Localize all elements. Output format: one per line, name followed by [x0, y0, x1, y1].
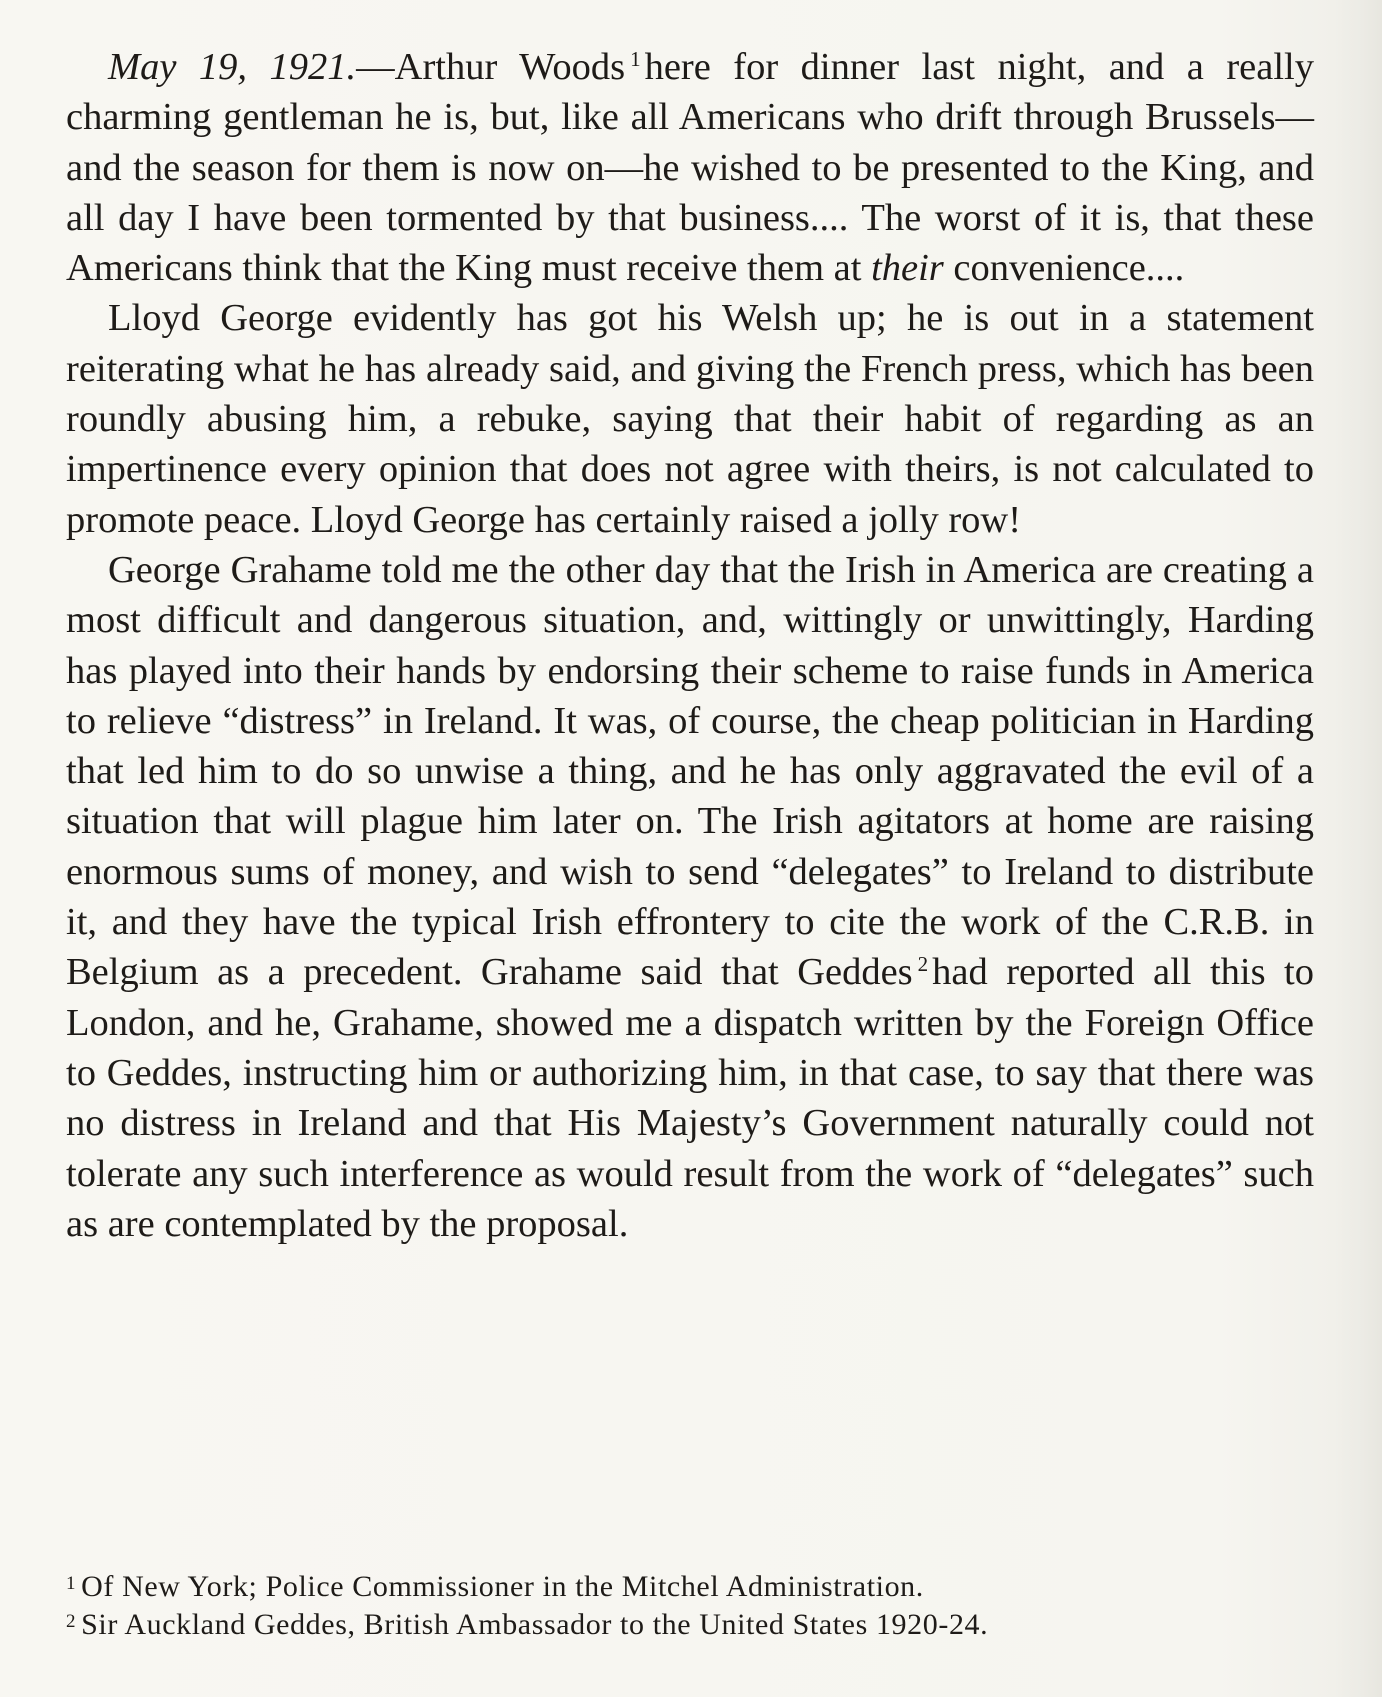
paragraph-text: here for dinner last night, and a really charming gentleman he is, but, like all Americans who drift through Brussels—and the season for them is now on—he wished to be presented to the King, and all day I have been tormented by that business.... The worst of it is, that these Americans think that the King must receive them at — [66, 46, 1314, 290]
footnote-reference-1: 1 — [630, 47, 641, 71]
diary-text — [66, 42, 1314, 1249]
paragraph-george-grahame — [66, 545, 1314, 1249]
emphasis-text: their — [871, 247, 944, 290]
paragraph-may-19 — [66, 42, 1314, 293]
footnotes — [66, 1568, 1314, 1644]
paragraph-lloyd-george: Lloyd George evidently has got his Welsh up; he is out in a statement reiterating what he has already said, and giving the French press, which has been roundly abusing him, a rebuke, saying that their habit of regarding as an impertinence every opinion that does not agree with theirs, is not calculated to promote peace. Lloyd George has certainly raised a jolly row! — [66, 297, 1314, 541]
paragraph-text: convenience.... — [943, 247, 1185, 290]
page-edge-shadow — [1334, 0, 1382, 1697]
paragraph-text: had reported all this to London, and he, Grahame, showed me a dispatch written by the Foreign Office to Geddes, instructing him or authorizing him, in that case, to say that there was no distress in Ireland and that His Majesty’s Government naturally could not tolerate any such interference as would result from the work of “delegates” such as are contemplated by the proposal. — [66, 951, 1314, 1245]
footnote-mark: 2 — [66, 1611, 77, 1632]
footnote-1 — [66, 1568, 1314, 1606]
footnote-mark: 1 — [66, 1573, 77, 1594]
footnote-text: Of New York; Police Commissioner in the Mitchel Administration. — [81, 1570, 924, 1603]
paragraph-text: George Grahame told me the other day that the Irish in America are creating a most difficult and dangerous situation, and, wittingly or unwittingly, Harding has played into their hands by endorsing their scheme to raise funds in America to relieve “distress” in Ireland. It was, of course, the cheap politician in Harding that led him to do so unwise a thing, and he has only aggravated the evil of a situation that will plague him later on. The Irish agitators at home are raising enormous sums of money, and wish to send “delegates” to Ireland to distribute it, and they have the typical Irish effrontery to cite the work of the C.R.B. in Belgium as a precedent. Grahame said that Geddes — [66, 548, 1314, 994]
paragraph-text: —Arthur Woods — [356, 46, 626, 88]
footnote-2 — [66, 1606, 1314, 1644]
entry-date: May 19, 1921. — [108, 46, 357, 88]
footnote-text: Sir Auckland Geddes, British Ambassador to the United States 1920-24. — [81, 1608, 989, 1641]
footnote-reference-2: 2 — [917, 952, 929, 977]
